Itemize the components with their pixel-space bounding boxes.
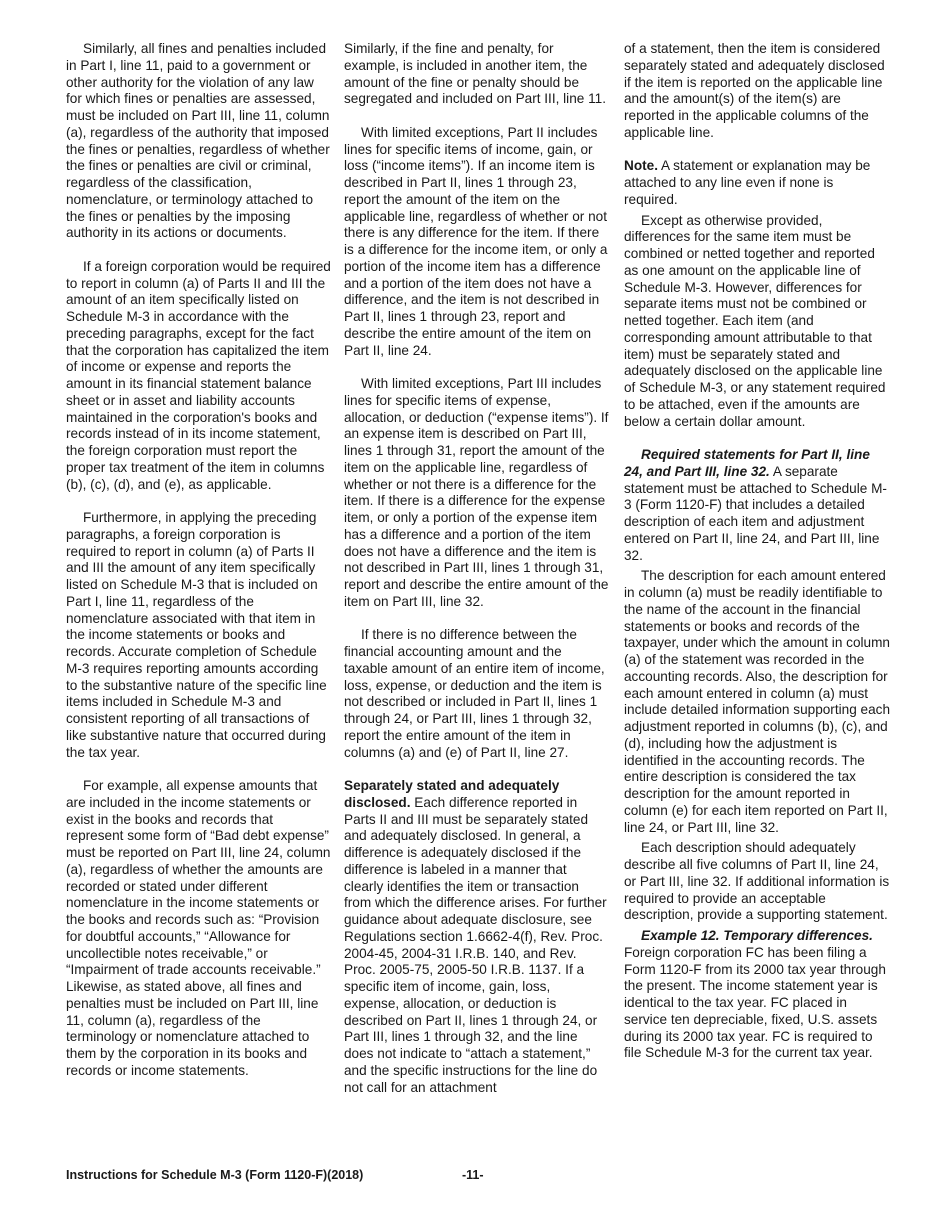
column-1	[66, 41, 331, 1080]
page-footer	[66, 1168, 890, 1188]
paragraph: Except as otherwise provided, differences for the same item must be combined or netted together and reported as one amount on the applicable line of Schedule M-3. However, differences for separate items must not be combined or netted together. Each item (and corresponding amount attributable to that item) must be separately stated and adequately disclosed on the applicable line of Schedule M-3, or any statement required to be attached, even if the amounts are below a certain dollar amount.	[624, 212, 886, 429]
paragraph-required-statements	[624, 447, 890, 564]
paragraph: Each description should adequately describe all five columns of Part II, line 24, or Part III, line 32. If additional information is required to provide an acceptable description, provide a supporting statement.	[624, 840, 890, 923]
note-body: A statement or explanation may be attached to any line even if none is required.	[624, 158, 871, 207]
paragraph: of a statement, then the item is considered separately stated and adequately disclosed if the item is reported on the applicable line and the amount(s) of the item(s) are reported in the applicable columns of the applicable line.	[624, 41, 885, 140]
paragraph-heading: Separately stated and adequately disclosed.	[344, 778, 560, 810]
page-number: -11-	[462, 1168, 484, 1182]
column-3	[624, 41, 890, 1062]
paragraph-separately-stated	[344, 778, 609, 1096]
column-2	[344, 41, 609, 1096]
footer-title: Instructions for Schedule M-3 (Form 1120-F)(2018)	[66, 1168, 364, 1182]
paragraph: Similarly, all fines and penalties included in Part I, line 11, paid to a government or other authority for the violation of any law for which fines or penalties are assessed, must be included on Part III, line 11, column (a), regardless of the authority that imposed the fines or penalties, regardless of whether the fines or penalties are civil or criminal, regardless of the classification, nomenclature, or terminology attached to the fines or penalties by the imposing authority in its actions or documents.	[66, 41, 330, 241]
paragraph: Furthermore, in applying the preceding paragraphs, a foreign corporation is required to report in column (a) of Parts II and III the amount of any item specifically listed on Schedule M-3 that is included on Part I, line 11, regardless of the nomenclature associated with that item in the income statements or books and records. Accurate completion of Schedule M-3 requires reporting amounts according to the substantive nature of the specific line items included in Schedule M-3 and consistent reporting of all transactions of like substantive nature that occurred during the tax year.	[66, 510, 327, 760]
paragraph: The description for each amount entered in column (a) must be readily identifiable to the name of the account in the financial statements or books and records of the taxpayer, under which the amount in column (a) of the statement was recorded in the accounting records. Also, the description for each amount entered in column (a) must include detailed information supporting each adjustment reported in columns (b), (c), and (d), including how the adjustment is identified in the accounting records. The entire description is considered the tax description for the amount reported in column (e) for each item reported on Part II, line 24, or Part III, line 32.	[624, 568, 891, 835]
paragraph: With limited exceptions, Part III includes lines for specific items of expense, allocation, or deduction (“expense items”). If an expense item is described on Part III, lines 1 through 31, report the amount of the item on the applicable line, regardless of whether or not there is a difference for the item. If there is a difference for the expense item, or only a portion of the expense item has a difference and a portion of the item does not have a difference and the item is not described in Part III, lines 1 through 31, report and describe the entire amount of the item on Part III, line 32.	[344, 376, 609, 609]
paragraph: With limited exceptions, Part II includes lines for specific items of income, gain, or loss (“income items”). If an income item is described in Part II, lines 1 through 23, report the amount of the item on the applicable line, regardless of whether or not there is any difference for the item. If there is a difference for the income item, or only a portion of the income item has a difference and a portion of the item does not have a difference, and the item is not described in Part II, lines 1 through 23, report and describe the entire amount of the item on Part II, line 24.	[344, 124, 608, 358]
note-label: Note.	[624, 158, 658, 174]
paragraph-example-12	[624, 928, 890, 1062]
paragraph: If a foreign corporation would be required to report in column (a) of Parts II and III the amount of an item specifically listed on Schedule M-3 in accordance with the preceding paragraphs, except for the fact that the corporation has capitalized the item of income or expense and reports the amount in its financial statement balance sheet or in asset and liability accounts maintained in the corporation's books and records instead of in its income statement, the foreign corporation must report the proper tax treatment of the item in columns (b), (c), (d), and (e), as applicable.	[66, 258, 331, 492]
paragraph-body: Foreign corporation FC has been filing a Form 1120-F from its 2000 tax year through the present. The income statement year is identical to the tax year. FC placed in service ten depreciable, fixed, U.S. assets during its 2000 tax year. FC is required to file Schedule M-3 for the current tax year.	[624, 944, 886, 1061]
paragraph-body: Each difference reported in Parts II and III must be separately stated and adequately disclosed. In general, a difference is adequately disclosed if the difference is labeled in a manner that clearly identifies the item or transaction from which the difference arises. For further guidance about adequate disclosure, see Regulations section 1.6662-4(f), Rev. Proc. 2004-45, 2004-31 I.R.B. 140, and Rev. Proc. 2005-75, 2005-50 I.R.B. 1137. If a specific item of income, gain, loss, expense, allocation, or deduction is described on Part II, lines 1 through 24, or Part III, lines 1 through 32, and the line does not indicate to “attach a statement,” and the specific instructions for the line do not call for an attachment	[344, 794, 607, 1095]
paragraph-heading: Example 12. Temporary differences.	[641, 928, 873, 943]
paragraph: If there is no difference between the financial accounting amount and the taxable amount of an entire item of income, loss, expense, or deduction and the item is not described or included in Part II, lines 1 through 24, or Part III, lines 1 through 32, report the entire amount of the item in columns (a) and (e) of Part II, line 27.	[344, 627, 605, 760]
note-paragraph	[624, 158, 890, 208]
paragraph-body: A separate statement must be attached to Schedule M-3 (Form 1120-F) that includes a detailed description of each item and adjustment entered on Part II, line 24, and Part III, line 32.	[624, 463, 887, 563]
paragraph: For example, all expense amounts that are included in the income statements or exist in the books and records that represent some form of “Bad debt expense” must be reported on Part III, line 24, column (a), regardless of whether the amounts are recorded or stated under different nomenclature in the income statements or the books and records such as: “Provision for doubtful accounts,” “Allowance for uncollectible notes receivable,” or “Impairment of trade accounts receivable.” Likewise, as stated above, all fines and penalties must be included on Part III, line 11, column (a), regardless of the terminology or nomenclature attached to them by the corporation in its books and records or income statements.	[66, 778, 331, 1078]
paragraph-heading: Required statements for Part II, line 24, and Part III, line 32.	[624, 447, 870, 479]
paragraph: Similarly, if the fine and penalty, for example, is included in another item, the amount of the fine or penalty should be segregated and included on Part III, line 11.	[344, 41, 606, 107]
